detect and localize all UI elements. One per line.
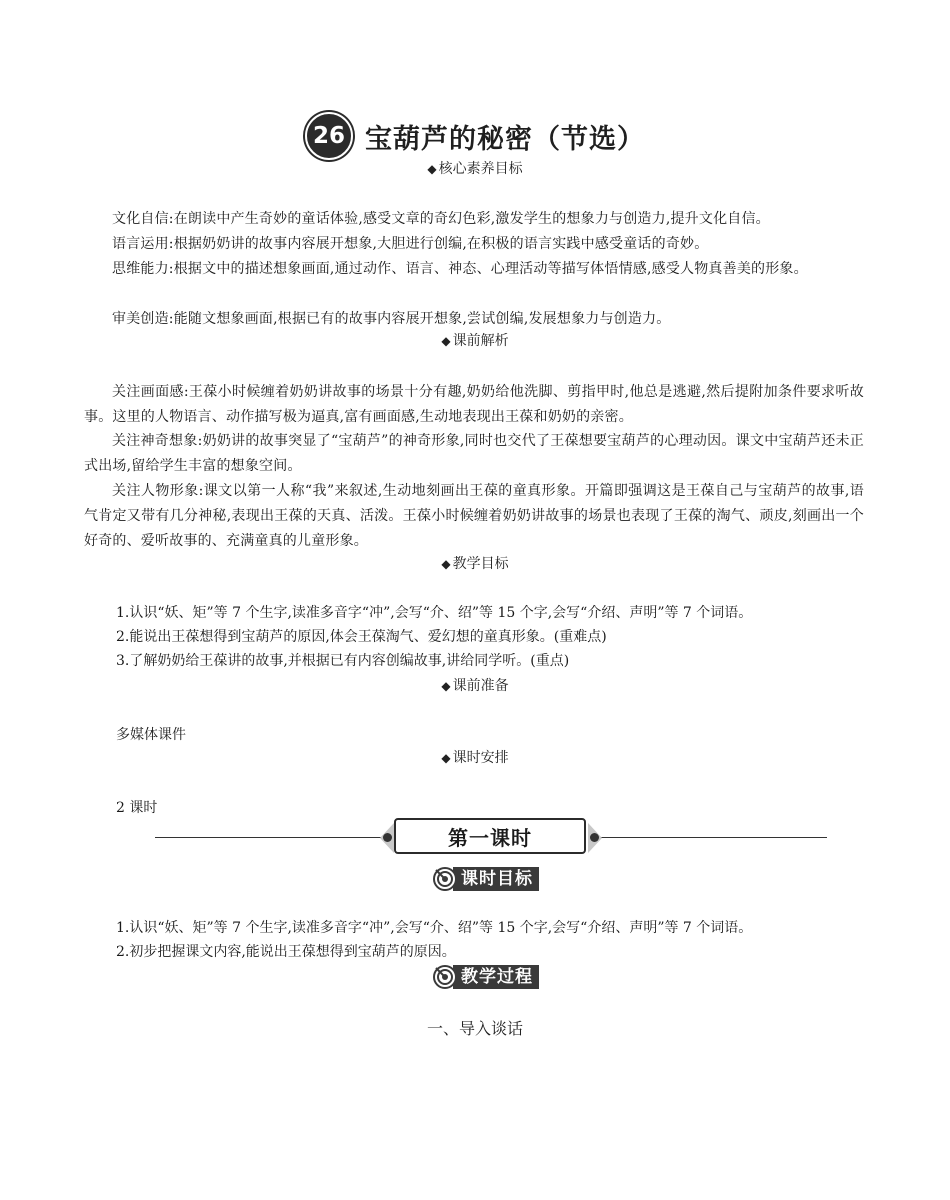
core-goal-culture: 文化自信:在朗读中产生奇妙的童话体验,感受文章的奇幻色彩,激发学生的想象力与创造力,提升文化自信。 bbox=[112, 211, 770, 227]
diamond-bullet-icon: ◆ bbox=[441, 679, 451, 693]
process-step-title: 一、导入谈话 bbox=[426, 1019, 523, 1038]
lesson-title: 宝葫芦的秘密（节选） bbox=[365, 123, 645, 155]
lesson-header bbox=[0, 112, 950, 160]
diamond-bullet-icon: ◆ bbox=[441, 557, 451, 571]
divider-dot bbox=[383, 833, 392, 842]
period-goals-label: 课时目标 bbox=[433, 866, 539, 892]
period-goal-1: 1.认识“妖、矩”等 7 个生字,读准多音字“冲”,会写“介、绍”等 15 个字,会写“介绍、声明”等 7 个词语。 bbox=[116, 920, 753, 936]
period-goal-2: 2.初步把握课文内容,能说出王葆想得到宝葫芦的原因。 bbox=[116, 944, 456, 960]
analysis-imagery: 关注画面感:王葆小时候缠着奶奶讲故事的场景十分有趣,奶奶给他洗脚、剪指甲时,他总是逃避,然后提附加条件要求听故事。这里的人物语言、动作描写极为逼真,富有画面感,生动地表现出王葆和奶奶的亲密。 bbox=[84, 384, 864, 425]
divider-line bbox=[155, 837, 387, 838]
period-title: 第一课时 bbox=[394, 818, 586, 854]
section-heading-pre-analysis: ◆ 课前解析 bbox=[441, 333, 509, 349]
teaching-goal-1: 1.认识“妖、矩”等 7 个生字,读准多音字“冲”,会写“介、绍”等 15 个字,会写“介绍、声明”等 7 个词语。 bbox=[116, 605, 753, 621]
period-divider bbox=[155, 818, 827, 858]
lesson-number-badge: 26 bbox=[305, 112, 353, 160]
diamond-bullet-icon: ◆ bbox=[441, 334, 451, 348]
diamond-bullet-icon: ◆ bbox=[427, 162, 437, 176]
preparation-text: 多媒体课件 bbox=[116, 727, 186, 743]
teaching-goal-3: 3.了解奶奶给王葆讲的故事,并根据已有内容创编故事,讲给同学听。(重点) bbox=[116, 653, 570, 669]
section-heading-schedule: ◆ 课时安排 bbox=[441, 750, 509, 766]
section-heading-teaching-goals: ◆ 教学目标 bbox=[441, 556, 509, 572]
target-icon bbox=[433, 965, 457, 989]
target-icon bbox=[433, 867, 457, 891]
section-heading-core-goals: ◆ 核心素养目标 bbox=[427, 161, 523, 177]
divider-dot bbox=[590, 833, 599, 842]
core-goal-aesthetic: 审美创造:能随文想象画面,根据已有的故事内容展开想象,尝试创编,发展想象力与创造力。 bbox=[112, 311, 671, 327]
core-goal-thinking: 思维能力:根据文中的描述想象画面,通过动作、语言、神态、心理活动等描写体悟情感,感受人物真善美的形象。 bbox=[112, 261, 808, 277]
diamond-bullet-icon: ◆ bbox=[441, 751, 451, 765]
teaching-process-label: 教学过程 bbox=[433, 964, 539, 990]
teaching-goal-2: 2.能说出王葆想得到宝葫芦的原因,体会王葆淘气、爱幻想的童真形象。(重难点) bbox=[116, 629, 607, 645]
core-goal-language: 语言运用:根据奶奶讲的故事内容展开想象,大胆进行创编,在积极的语言实践中感受童话的奇妙。 bbox=[112, 236, 709, 252]
analysis-imagination: 关注神奇想象:奶奶讲的故事突显了“宝葫芦”的神奇形象,同时也交代了王葆想要宝葫芦的心理动因。课文中宝葫芦还未正式出场,留给学生丰富的想象空间。 bbox=[84, 433, 864, 474]
schedule-text: 2 课时 bbox=[116, 800, 158, 816]
section-heading-preparation: ◆ 课前准备 bbox=[441, 678, 509, 694]
analysis-character: 关注人物形象:课文以第一人称“我”来叙述,生动地刻画出王葆的童真形象。开篇即强调这是王葆自己与宝葫芦的故事,语气肯定又带有几分神秘,表现出王葆的天真、活泼。王葆小时候缠着奶奶讲故事的场景也表现了王葆的淘气、顽皮,刻画出一个好奇的、爱听故事的、充满童真的儿童形象。 bbox=[84, 483, 864, 549]
divider-line bbox=[595, 837, 827, 838]
